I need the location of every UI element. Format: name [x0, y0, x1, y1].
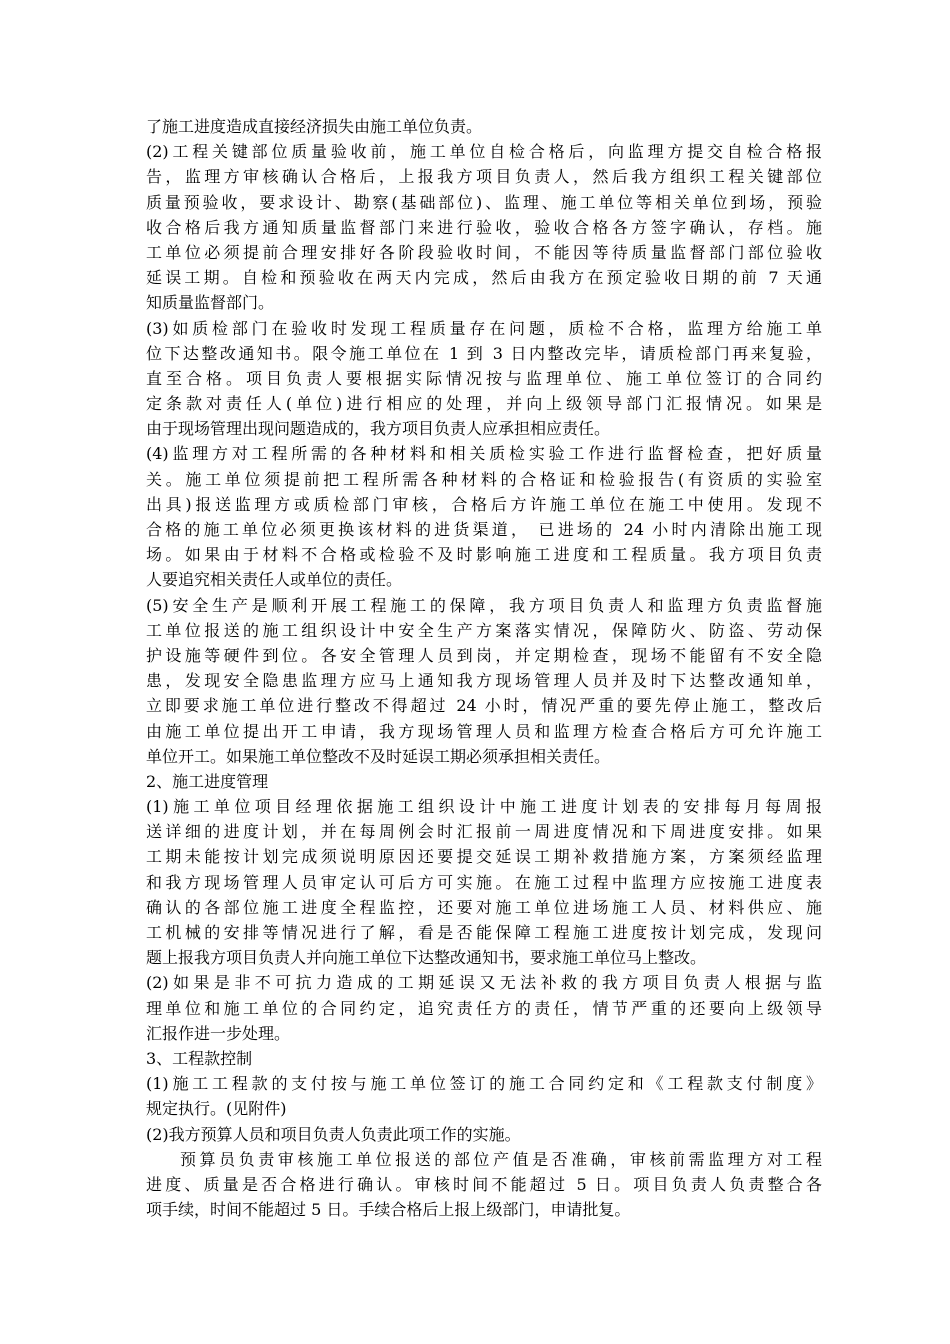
text-line: 工期未能按计划完成须说明原因还要提交延误工期补救措施方案，方案须经监理 [146, 847, 822, 867]
text-line: 送详细的进度计划，并在每周例会时汇报前一周进度情况和下周进度安排。如果 [146, 822, 822, 842]
text-line: 了施工进度造成直接经济损失由施工单位负责。 [146, 117, 483, 136]
text-line: (4)监理方对工程所需的各种材料和相关质检实验工作进行监督检查，把好质量 [146, 444, 822, 464]
text-line: 项手续，时间不能超过 5 日。手续合格后上报上级部门，申请批复。 [146, 1200, 631, 1220]
text-line: 3、工程款控制 [146, 1048, 253, 1068]
text-line: 护设施等硬件到位。各安全管理人员到岗，并定期检查，现场不能留有不安全隐 [146, 645, 822, 665]
text-line: 质量预验收，要求设计、勘察(基础部位)、监理、施工单位等相关单位到场，预验 [146, 192, 822, 212]
text-line: 立即要求施工单位进行整改不得超过 24 小时，情况严重的要先停止施工，整改后 [146, 696, 822, 716]
text-line: 2、施工进度管理 [146, 771, 269, 791]
text-line: 患，发现安全隐患监理方应马上通知我方现场管理人员并及时下达整改通知单， [146, 671, 822, 691]
text-line: 由施工单位提出开工申请，我方现场管理人员和监理方检查合格后方可允许施工 [146, 721, 822, 741]
text-line: 合格的施工单位必须更换该材料的进货渠道， 已进场的 24 小时内清除出施工现 [146, 520, 822, 539]
text-line: 场。如果由于材料不合格或检验不及时影响施工进度和工程质量。我方项目负责 [146, 545, 822, 565]
text-line: 关。施工单位须提前把工程所需各种材料的合格证和检验报告(有资质的实验室 [146, 469, 822, 489]
text-line: 单位开工。如果施工单位整改不及时延误工期必须承担相关责任。 [146, 746, 611, 766]
text-line: 定条款对责任人(单位)进行相应的处理，并向上级领导部门汇报情况。如果是 [146, 394, 822, 414]
text-line: 收合格后我方通知质量监督部门来进行验收，验收合格各方签字确认，存档。施 [146, 217, 822, 237]
text-line: 理单位和施工单位的合同约定，追究责任方的责任，情节严重的还要向上级领导 [146, 998, 822, 1018]
text-line: 和我方现场管理人员审定认可后方可实施。在施工过程中监理方应按施工进度表 [146, 872, 822, 892]
text-line: 延误工期。自检和预验收在两天内完成，然后由我方在预定验收日期的前 7 天通 [146, 268, 822, 288]
text-line: 由于现场管理出现问题造成的，我方项目负责人应承担相应责任。 [146, 419, 611, 439]
text-line: 出具)报送监理方或质检部门审核，合格后方许施工单位在施工中使用。发现不 [146, 494, 822, 514]
text-line: (5)安全生产是顺利开展工程施工的保障，我方项目负责人和监理方负责监督施 [146, 595, 822, 615]
text-line: 确认的各部位施工进度全程监控，还要对施工单位进场施工人员、材料供应、施 [146, 897, 822, 917]
text-line: (3)如质检部门在验收时发现工程质量存在问题，质检不合格，监理方给施工单 [146, 318, 822, 338]
text-line: 工单位必须提前合理安排好各阶段验收时间，不能因等待质量监督部门部位验收 [146, 242, 822, 262]
text-line: 位下达整改通知书。限令施工单位在 1 到 3 日内整改完毕，请质检部门再来复验， [146, 343, 822, 363]
text-line: 人要追究相关责任人或单位的责任。 [146, 570, 403, 590]
text-line: 题上报我方项目负责人并向施工单位下达整改通知书，要求施工单位马上整改。 [146, 948, 707, 968]
text-line: (2)工程关键部位质量验收前，施工单位自检合格后，向监理方提交自检合格报 [146, 142, 822, 162]
text-line: 汇报作进一步处理。 [146, 1023, 291, 1043]
text-line: (2)我方预算人员和项目负责人负责此项工作的实施。 [146, 1124, 521, 1144]
text-line: 工单位报送的施工组织设计中安全生产方案落实情况，保障防火、防盗、劳动保 [146, 620, 822, 640]
text-line: 进度、质量是否合格进行确认。审核时间不能超过 5 日。项目负责人负责整合各 [146, 1174, 822, 1194]
text-line: 直至合格。项目负责人要根据实际情况按与监理单位、施工单位签订的合同约 [146, 368, 822, 388]
document-body [146, 114, 822, 1222]
text-line: (2)如果是非不可抗力造成的工期延误又无法补救的我方项目负责人根据与监 [146, 973, 822, 993]
text-line: 预算员负责审核施工单位报送的部位产值是否准确，审核前需监理方对工程 [180, 1149, 822, 1169]
text-line: 规定执行。(见附件) [146, 1099, 287, 1119]
text-line: (1)施工工程款的支付按与施工单位签订的施工合同约定和《工程款支付制度》 [146, 1074, 822, 1094]
text-line: 告，监理方审核确认合格后，上报我方项目负责人，然后我方组织工程关键部位 [146, 167, 822, 187]
text-line: (1)施工单位项目经理依据施工组织设计中施工进度计划表的安排每月每周报 [146, 797, 822, 817]
text-line: 知质量监督部门。 [146, 293, 275, 313]
text-line: 工机械的安排等情况进行了解，看是否能保障工程施工进度按计划完成，发现问 [146, 923, 822, 942]
